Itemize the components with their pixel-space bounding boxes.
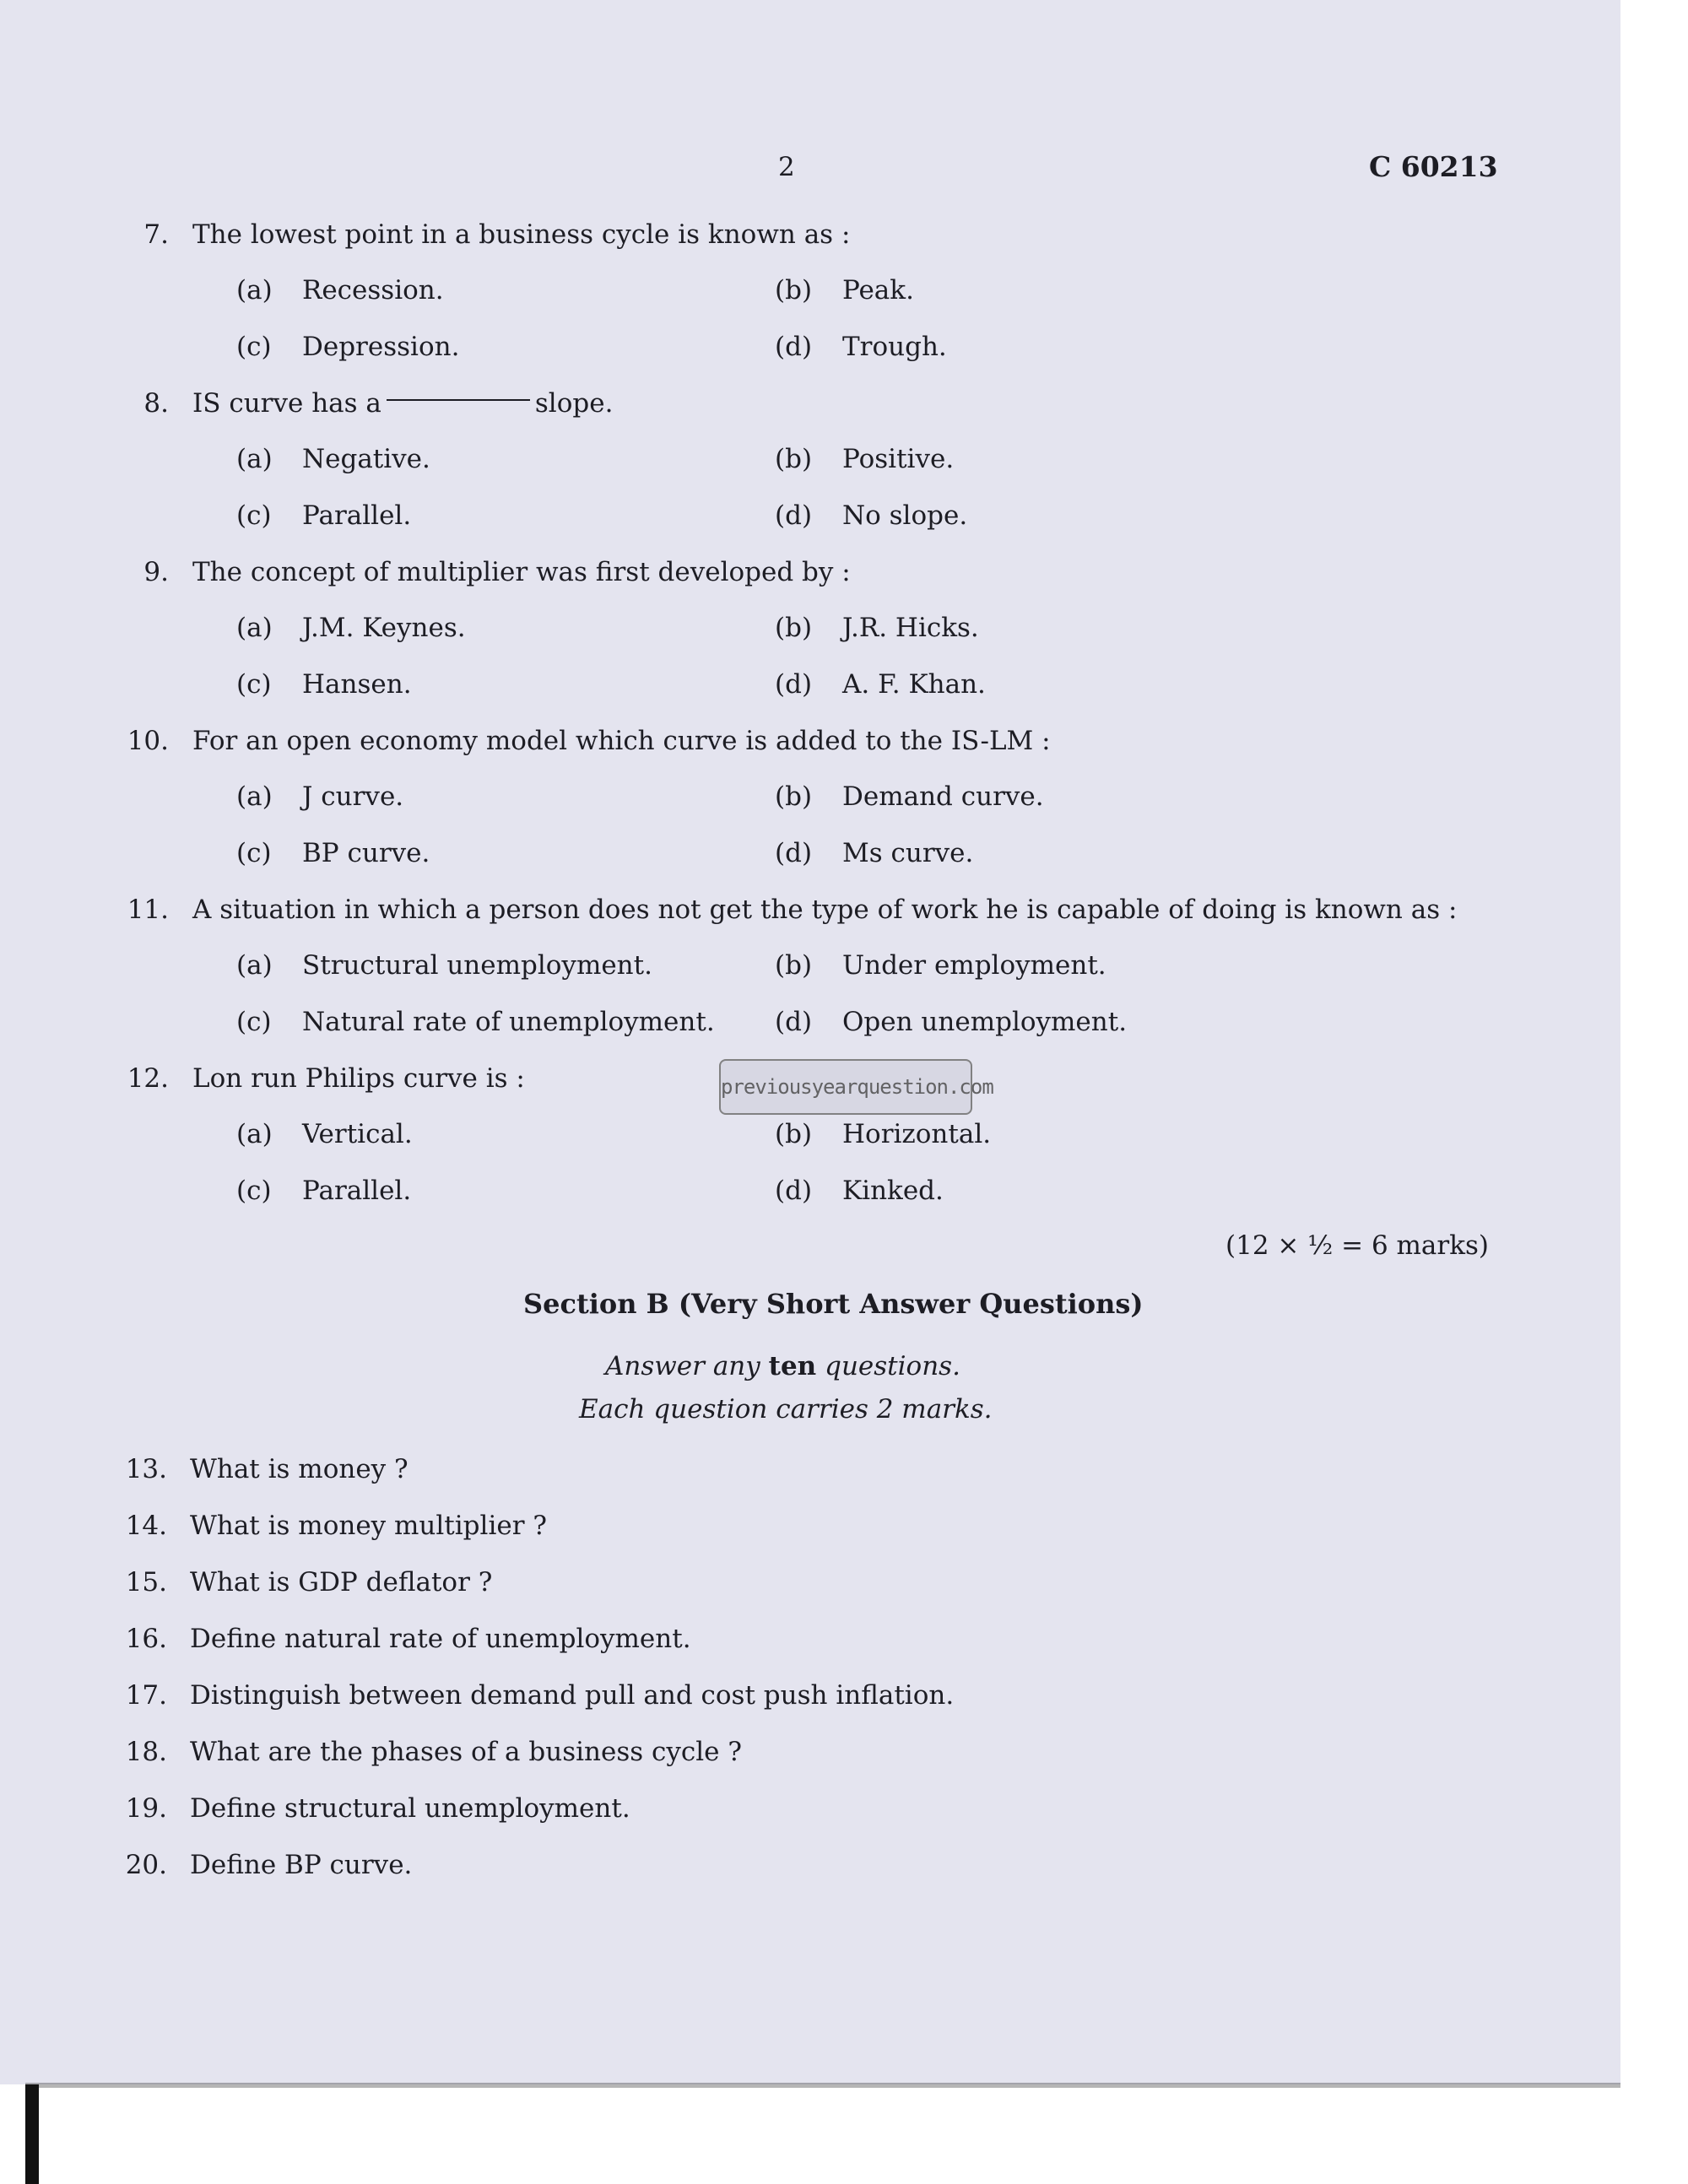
paper-code: C 60213 [1369,150,1498,183]
question-text: What are the phases of a business cycle ? [190,1737,742,1767]
question-number: 8. [143,388,169,419]
option-label: (a) [236,444,273,474]
option-text: J.R. Hicks. [842,613,979,643]
section-a-marks: (12 × ½ = 6 marks) [1225,1230,1490,1261]
section-b-marks-note: Each question carries 2 marks. [579,1394,993,1424]
question-text: Define BP curve. [190,1850,413,1880]
scan-shadow [25,2083,1620,2088]
question-text: The concept of multiplier was first developed by : [192,557,851,587]
option-label: (b) [775,950,813,981]
option-text: Peak. [842,275,914,305]
question-text: What is money multiplier ? [190,1511,547,1541]
option-label: (b) [775,275,813,305]
question-number: 17. [125,1680,167,1711]
question-text: Lon run Philips curve is : [192,1063,525,1094]
scan-edge [25,2084,39,2184]
watermark-logo: previousyearquestion.com [719,1059,972,1115]
option-label: (b) [775,1119,813,1149]
option-label: (c) [236,1176,272,1206]
option-text: Trough. [842,332,947,362]
option-label: (c) [236,332,272,362]
question-text: For an open economy model which curve is added to the IS-LM : [192,726,1051,756]
option-label: (d) [775,332,813,362]
question-number: 20. [125,1850,167,1880]
page-number: 2 [778,152,795,182]
option-label: (d) [775,1176,813,1206]
question-number: 7. [143,219,169,250]
question-text: The lowest point in a business cycle is known as : [192,219,851,250]
question-text: What is GDP deflator ? [190,1567,493,1597]
option-text: BP curve. [302,838,430,868]
option-label: (b) [775,781,813,812]
option-label: (d) [775,669,813,700]
question-number: 19. [125,1793,167,1824]
option-text: J curve. [302,781,404,812]
question-text: Distinguish between demand pull and cost push inflation. [190,1680,955,1711]
option-text: Structural unemployment. [302,950,652,981]
option-label: (a) [236,275,273,305]
option-text: Horizontal. [842,1119,992,1149]
option-text: Open unemployment. [842,1007,1128,1037]
option-label: (c) [236,500,272,531]
section-b-title: Section B (Very Short Answer Questions) [523,1288,1144,1320]
option-text: Ms curve. [842,838,974,868]
option-label: (d) [775,500,813,531]
fill-in-blank [387,399,530,401]
option-text: Recession. [302,275,444,305]
option-label: (a) [236,1119,273,1149]
option-label: (a) [236,950,273,981]
option-text: Positive. [842,444,955,474]
option-label: (b) [775,613,813,643]
question-text: Define natural rate of unemployment. [190,1624,691,1654]
option-label: (a) [236,781,273,812]
question-text: What is money ? [190,1454,408,1484]
option-label: (d) [775,1007,813,1037]
option-text: A. F. Khan. [842,669,986,700]
option-text: Depression. [302,332,460,362]
option-text: No slope. [842,500,968,531]
option-text: Under employment. [842,950,1106,981]
question-number: 14. [125,1511,167,1541]
option-label: (d) [775,838,813,868]
option-text: Hansen. [302,669,412,700]
option-label: (c) [236,838,272,868]
question-number: 15. [125,1567,167,1597]
option-text: Parallel. [302,500,412,531]
question-number: 9. [143,557,169,587]
option-label: (c) [236,1007,272,1037]
question-number: 10. [127,726,169,756]
question-text: Define structural unemployment. [190,1793,630,1824]
option-text: Demand curve. [842,781,1044,812]
option-label: (c) [236,669,272,700]
question-number: 13. [125,1454,167,1484]
option-text: Natural rate of unemployment. [302,1007,715,1037]
option-text: Vertical. [302,1119,413,1149]
option-text: Kinked. [842,1176,944,1206]
option-label: (b) [775,444,813,474]
question-number: 12. [127,1063,169,1094]
option-text: Negative. [302,444,430,474]
option-text: J.M. Keynes. [302,613,466,643]
question-text: IS curve has a slope. [192,388,614,419]
section-b-instruction: Answer any ten questions. [605,1351,960,1381]
question-text: A situation in which a person does not get the type of work he is capable of doing is known as : [192,895,1458,925]
option-text: Parallel. [302,1176,412,1206]
question-number: 18. [125,1737,167,1767]
question-number: 16. [125,1624,167,1654]
question-number: 11. [127,895,169,925]
option-label: (a) [236,613,273,643]
